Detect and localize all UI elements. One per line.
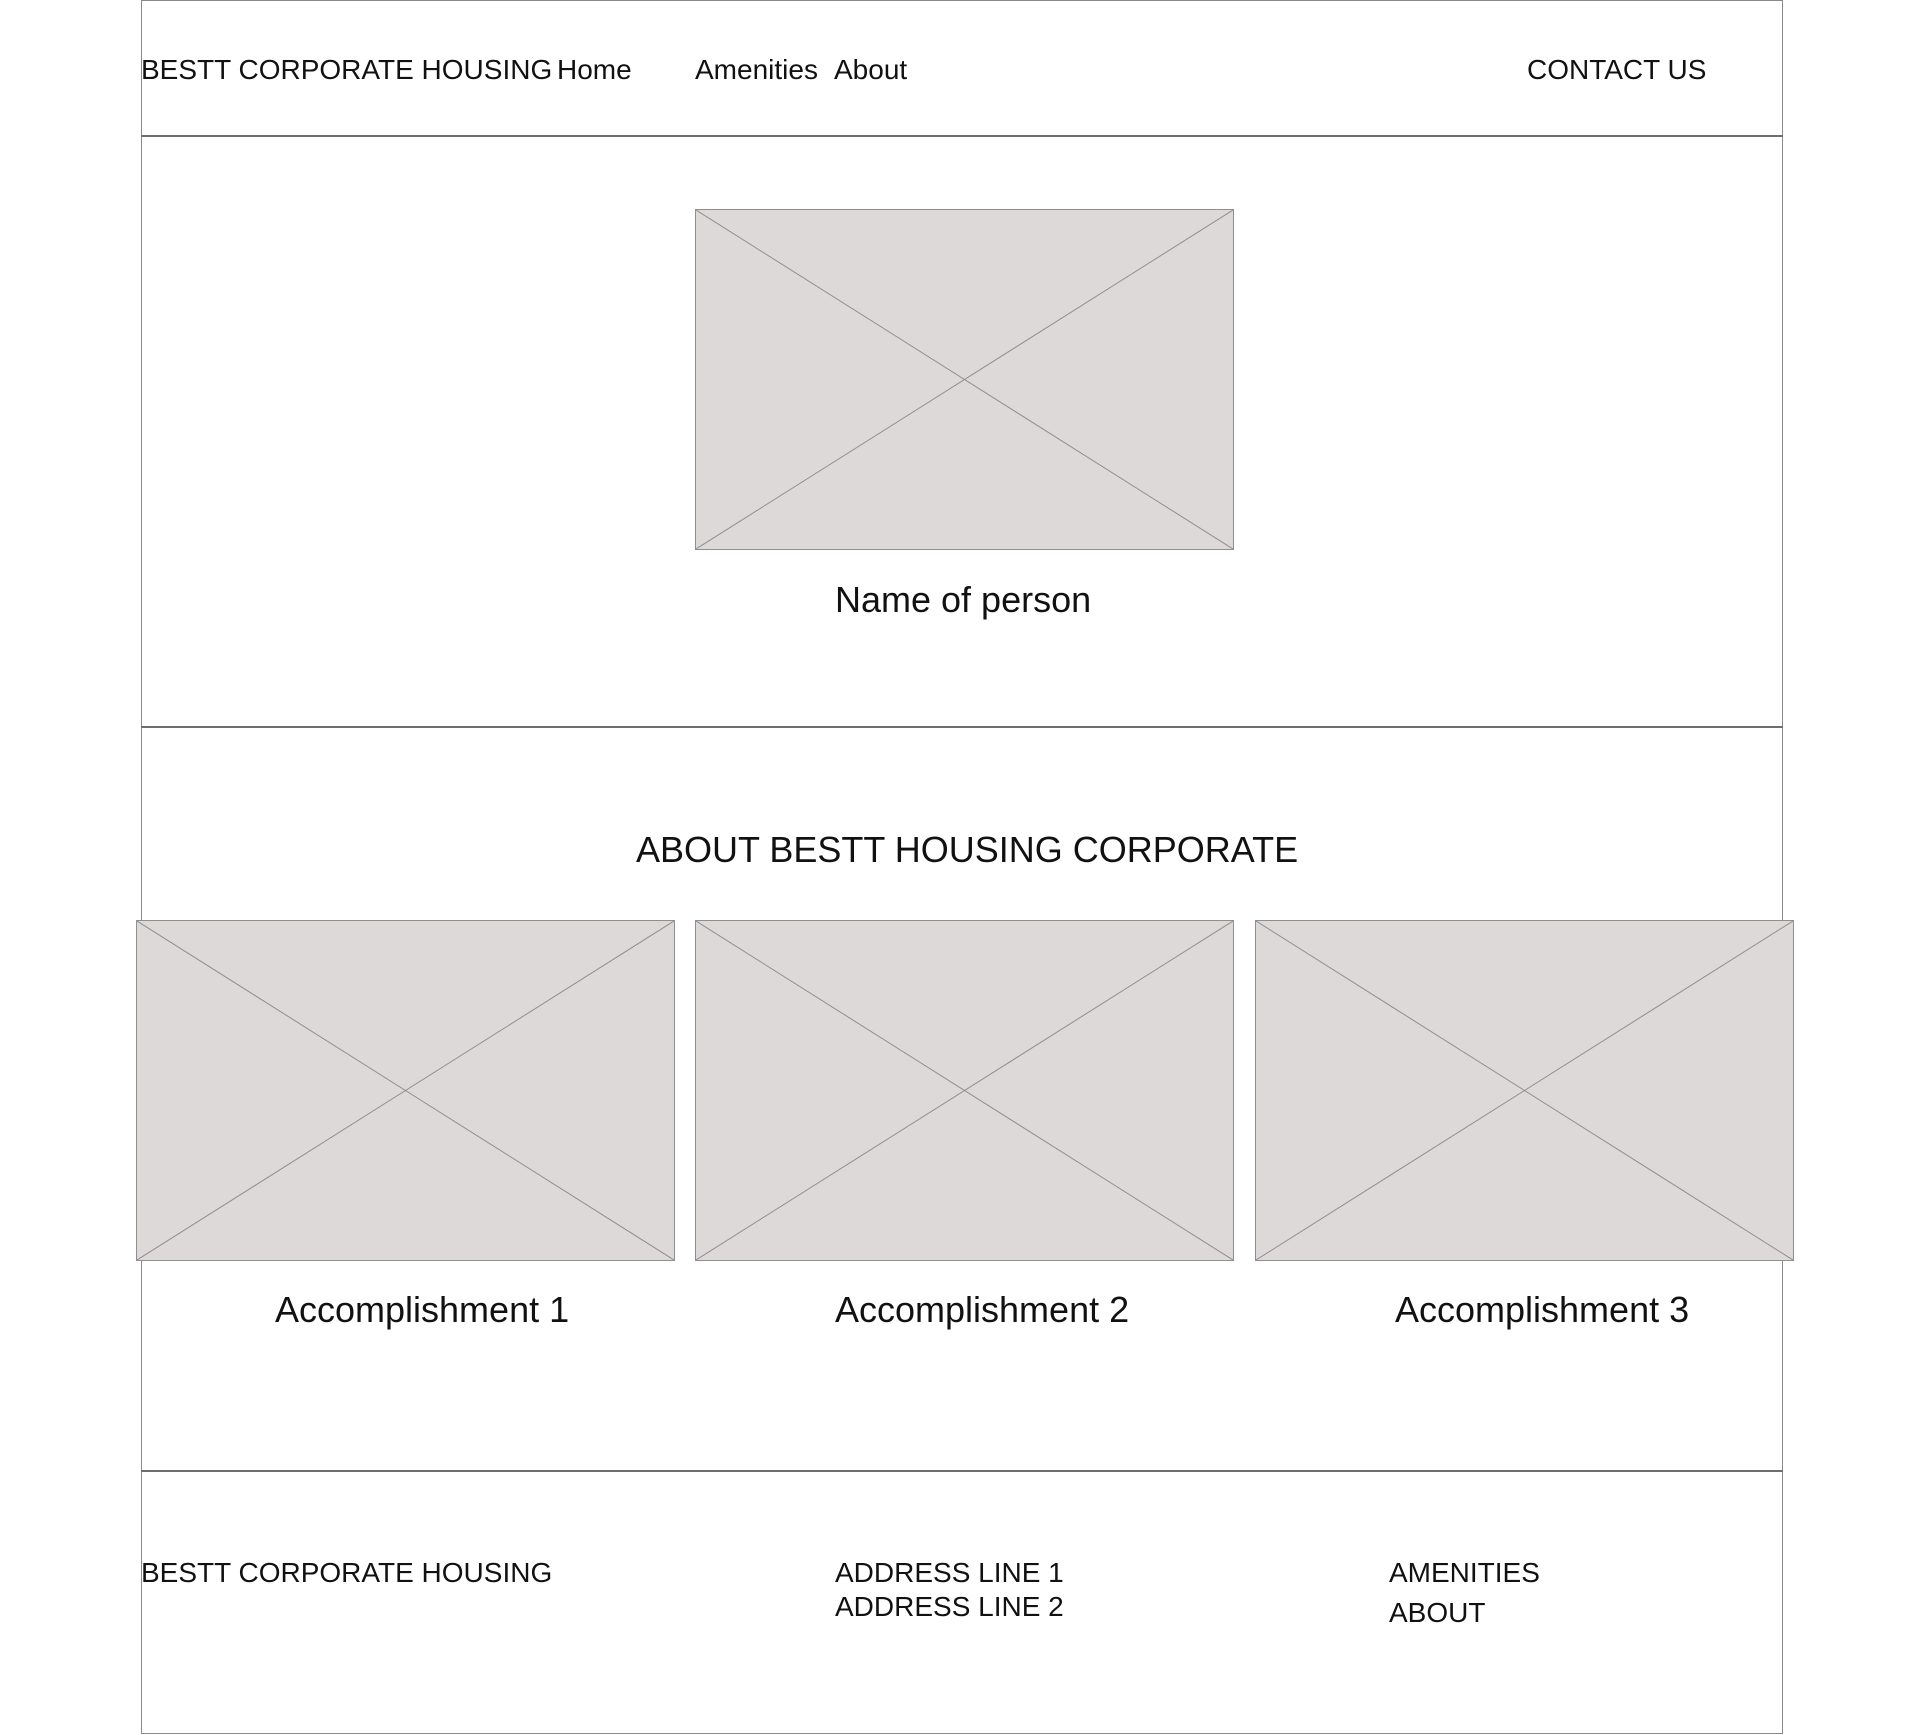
accomplishment-caption-2: Accomplishment 2 xyxy=(835,1289,1130,1330)
hero-caption: Name of person xyxy=(835,579,1092,620)
header-brand[interactable]: BESTT CORPORATE HOUSING xyxy=(141,54,553,85)
hero-image-placeholder xyxy=(695,209,1234,550)
image-placeholder-icon xyxy=(696,210,1233,549)
hero-divider xyxy=(141,726,1783,728)
accomplishment-image-1 xyxy=(136,920,675,1261)
accomplishment-caption-1: Accomplishment 1 xyxy=(275,1289,570,1330)
nav-home[interactable]: Home xyxy=(557,54,632,85)
footer-divider xyxy=(141,1470,1783,1472)
footer-brand: BESTT CORPORATE HOUSING xyxy=(141,1557,553,1588)
accomplishment-image-2 xyxy=(695,920,1234,1261)
image-placeholder-icon xyxy=(1256,921,1793,1260)
footer-link-about[interactable]: ABOUT xyxy=(1389,1597,1486,1628)
footer-link-amenities[interactable]: AMENITIES xyxy=(1389,1557,1540,1588)
image-placeholder-icon xyxy=(696,921,1233,1260)
about-title: ABOUT BESTT HOUSING CORPORATE xyxy=(636,829,1299,870)
image-placeholder-icon xyxy=(137,921,674,1260)
footer-address-line-1: ADDRESS LINE 1 xyxy=(835,1557,1064,1588)
nav-contact-us[interactable]: CONTACT US xyxy=(1527,54,1707,85)
accomplishment-caption-3: Accomplishment 3 xyxy=(1395,1289,1690,1330)
accomplishment-image-3 xyxy=(1255,920,1794,1261)
nav-amenities[interactable]: Amenities xyxy=(695,54,818,85)
footer-address-line-2: ADDRESS LINE 2 xyxy=(835,1591,1064,1622)
nav-about[interactable]: About xyxy=(834,54,908,85)
header-divider xyxy=(141,135,1783,137)
